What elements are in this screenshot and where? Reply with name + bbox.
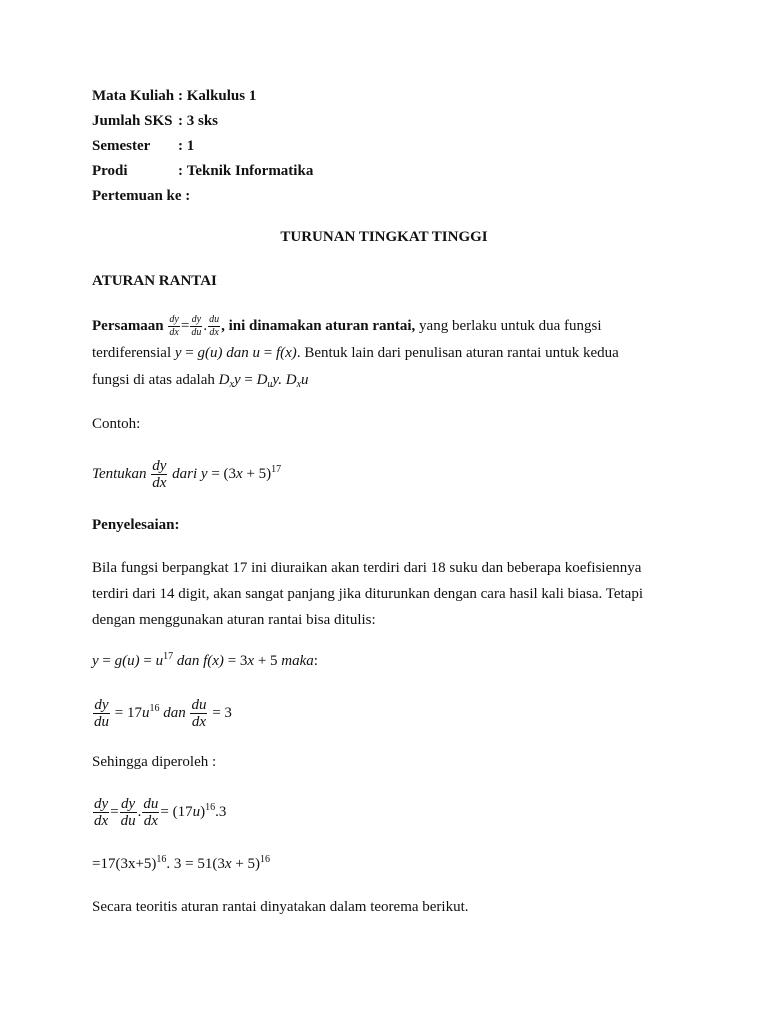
- meta-row-sks: Jumlah SKS : 3 sks: [92, 109, 672, 134]
- fraction-dy-dx: $\frac{dy}{dx}$: [152, 458, 167, 491]
- equation-chain-result: $\frac{dy}{dx}$ = $\frac{dy}{du}$ . $\frac{du}{dx}$ = $(17u)^{16}.3$: [94, 796, 227, 829]
- meta-label: Prodi: [92, 163, 128, 179]
- fraction-du-dx: $\frac{du}{dx}$: [143, 796, 159, 829]
- math-expression: $y = (3x + 5)^{17}$: [200, 463, 282, 482]
- meta-row-pertemuan: [92, 184, 672, 209]
- document-title: TURUNAN TINGKAT TINGGI: [280, 229, 488, 245]
- fraction-dy-du: $\frac{dy}{du}$: [191, 314, 202, 339]
- math-expression: y = g(u) dan u = f(x): [174, 345, 297, 361]
- paragraph-line: terdiferensial y = g(u) dan u = f(x). Bentuk lain dari penulisan aturan rantai untuk kedua: [92, 345, 619, 361]
- equation-derivatives: $\frac{dy}{du}$ = $17u^{16}$ dan $\frac{du}{dx}$ = 3: [94, 697, 232, 730]
- meta-row-prodi: Prodi : Teknik Informatika: [92, 159, 672, 184]
- example-problem: Tentukan $\frac{dy}{dx}$ dari $y = (3x + 5)^{17}$: [92, 458, 282, 491]
- fraction-du-dx: $\frac{du}{dx}$: [191, 697, 207, 730]
- paragraph-line: fungsi di atas adalah $D_xy = D_uy$. $D_xu$: [92, 372, 309, 390]
- solution-paragraph: [92, 555, 672, 633]
- chain-rule-paragraph: [92, 313, 672, 394]
- paragraph-line: Bila fungsi berpangkat 17 ini diuraikan akan terdiri dari 18 suku dan beberapa koefisiennya: [92, 560, 642, 576]
- section-heading: ATURAN RANTAI: [92, 273, 217, 289]
- math-expression: $D_xy = D_uy$. $D_xu$: [218, 372, 309, 390]
- example-label: Contoh:: [92, 416, 141, 432]
- solution-label: Penyelesaian:: [92, 517, 180, 533]
- paragraph-line: Persamaan $\frac{dy}{dx}$ = $\frac{dy}{du}$ . $\frac{du}{dx}$ , ini dinamakan aturan rantai, yang berlaku untuk dua fungsi: [92, 314, 602, 339]
- fraction-dy-dx: $\frac{dy}{dx}$: [94, 796, 109, 829]
- paragraph-line: dengan menggunakan aturan rantai bisa ditulis:: [92, 612, 376, 628]
- fraction-du-dx: $\frac{du}{dx}$: [209, 314, 220, 339]
- meta-value: 3 sks: [186, 113, 219, 129]
- meta-label: Jumlah SKS: [92, 113, 173, 129]
- meta-value: Kalkulus 1: [186, 88, 257, 104]
- course-meta: [92, 84, 672, 209]
- meta-label: Mata Kuliah: [92, 88, 175, 104]
- meta-row-semester: Semester : 1: [92, 134, 672, 159]
- equation-final: $=17(3x+5)^{16}$. $3 = 51(3x + 5)^{16}$: [92, 854, 271, 872]
- paragraph-line: terdiri dari 14 digit, akan sangat panjang jika diturunkan dengan cara hasil kali biasa. Tetapi: [92, 586, 643, 602]
- meta-label: Pertemuan ke :: [92, 188, 191, 204]
- fraction-dy-du: $\frac{dy}{du}$: [94, 697, 109, 730]
- meta-row-course: Mata Kuliah : Kalkulus 1: [92, 84, 672, 109]
- equation-substitution: $y = g(u) = u^{17}$ dan f(x) = 3x + 5 maka:: [92, 651, 318, 669]
- meta-label: Semester: [92, 138, 151, 154]
- fraction-dy-dx: $\frac{dy}{dx}$: [169, 314, 179, 339]
- fraction-dy-du: $\frac{dy}{du}$: [120, 796, 136, 829]
- result-label: Sehingga diperoleh :: [92, 754, 217, 770]
- meta-value: Teknik Informatika: [186, 163, 314, 179]
- meta-value: 1: [186, 138, 195, 154]
- closing-sentence: Secara teoritis aturan rantai dinyatakan dalam teorema berikut.: [92, 899, 469, 915]
